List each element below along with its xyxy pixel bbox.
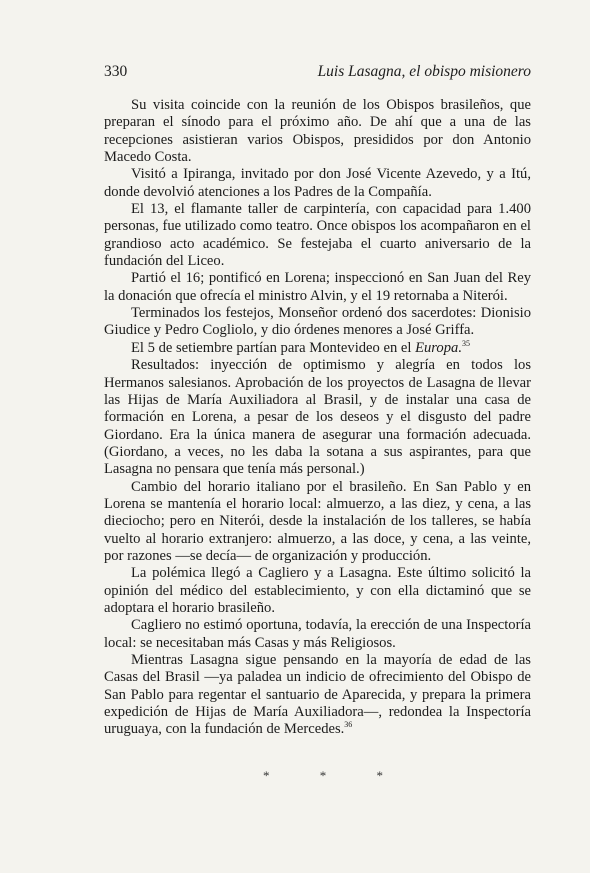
paragraph: Mientras Lasagna sigue pensando en la mayoría de edad de las Casas del Brasil —ya paladea un indicio de ofrecimiento del Obispo de San Pablo para regentar el santuario de Aparecida, y prepara la primera expedición de Hijas de María Auxiliadora—, redondea la Inspectoría uruguaya, con la fundación de Mercedes.$^{36}$ <box>104 652 531 738</box>
page-number: 330 <box>104 63 128 80</box>
asterisk: * <box>263 768 270 783</box>
paragraph: El 5 de setiembre partían para Montevideo en el Europa.$^{35}$ <box>131 338 470 356</box>
page-header <box>104 63 531 83</box>
paragraph: Terminados los festejos, Monseñor ordenó dos sacerdotes: Dionisio Giudice y Pedro Cogliolo, y dio órdenes menores a José Griffa. <box>104 305 531 339</box>
body-text <box>104 97 531 739</box>
footnote-ref: 36 <box>344 720 353 730</box>
paragraph: Partió el 16; pontificó en Lorena; inspeccionó en San Juan del Rey la donación que ofrecía el ministro Alvin, y el 19 retornaba a Niterói. <box>104 270 531 304</box>
section-separator <box>263 768 383 784</box>
asterisk: * <box>319 768 327 783</box>
paragraph: Resultados: inyección de optimismo y alegría en todos los Hermanos salesianos. Aprobación de los proyectos de Lasagna de llevar las Hijas de María Auxiliadora al Brasil, y de instalar una casa de formación en Lorena, a pesar de los deseos y el disgusto del padre Giordano. Era la única manera de asegurar una formación adecuada. (Giordano, a veces, no les daba la sotana a sus aspirantes, para que Lasagna no pensara que tenía más personal.) <box>104 357 531 478</box>
footnote-ref: 35 <box>461 338 470 348</box>
paragraph: La polémica llegó a Cagliero y a Lasagna. Este último solicitó la opinión del médico del establecimiento, y con ella dictaminó que se adoptara el horario brasileño. <box>104 565 531 616</box>
ship-name: Europa. <box>415 339 462 356</box>
paragraph: Su visita coincide con la reunión de los Obispos brasileños, que preparan el sínodo para el próximo año. De ahí que a una de las recepciones asistieran varios Obispos, presididos por don Antonio Macedo Costa. <box>104 97 531 166</box>
paragraph: Cambio del horario italiano por el brasileño. En San Pablo y en Lorena se mantenía el horario local: almuerzo, a las diez, y cena, a las dieciocho; pero en Niterói, desde la instalación de los talleres, se había vuelto al horario extranjero: almuerzo, a las doce, y cena, a las veinte, por razones —se decía— de organización y producción. <box>104 478 531 564</box>
paragraph: Visitó a Ipiranga, invitado por don José Vicente Azevedo, y a Itú, donde devolvió atenciones a los Padres de la Compañía. <box>104 166 531 200</box>
asterisk: * <box>376 768 383 783</box>
running-title: Luis Lasagna, el obispo misionero <box>317 63 531 80</box>
paragraph: Cagliero no estimó oportuna, todavía, la erección de una Inspectoría local: se necesitaban más Casas y más Religiosos. <box>104 617 531 651</box>
paragraph: El 13, el flamante taller de carpintería, con capacidad para 1.400 personas, fue utilizado como teatro. Once obispos los acompañaron en el grandioso acto académico. Se festejaba el cuarto aniversario de la fundación del Liceo. <box>104 201 531 270</box>
